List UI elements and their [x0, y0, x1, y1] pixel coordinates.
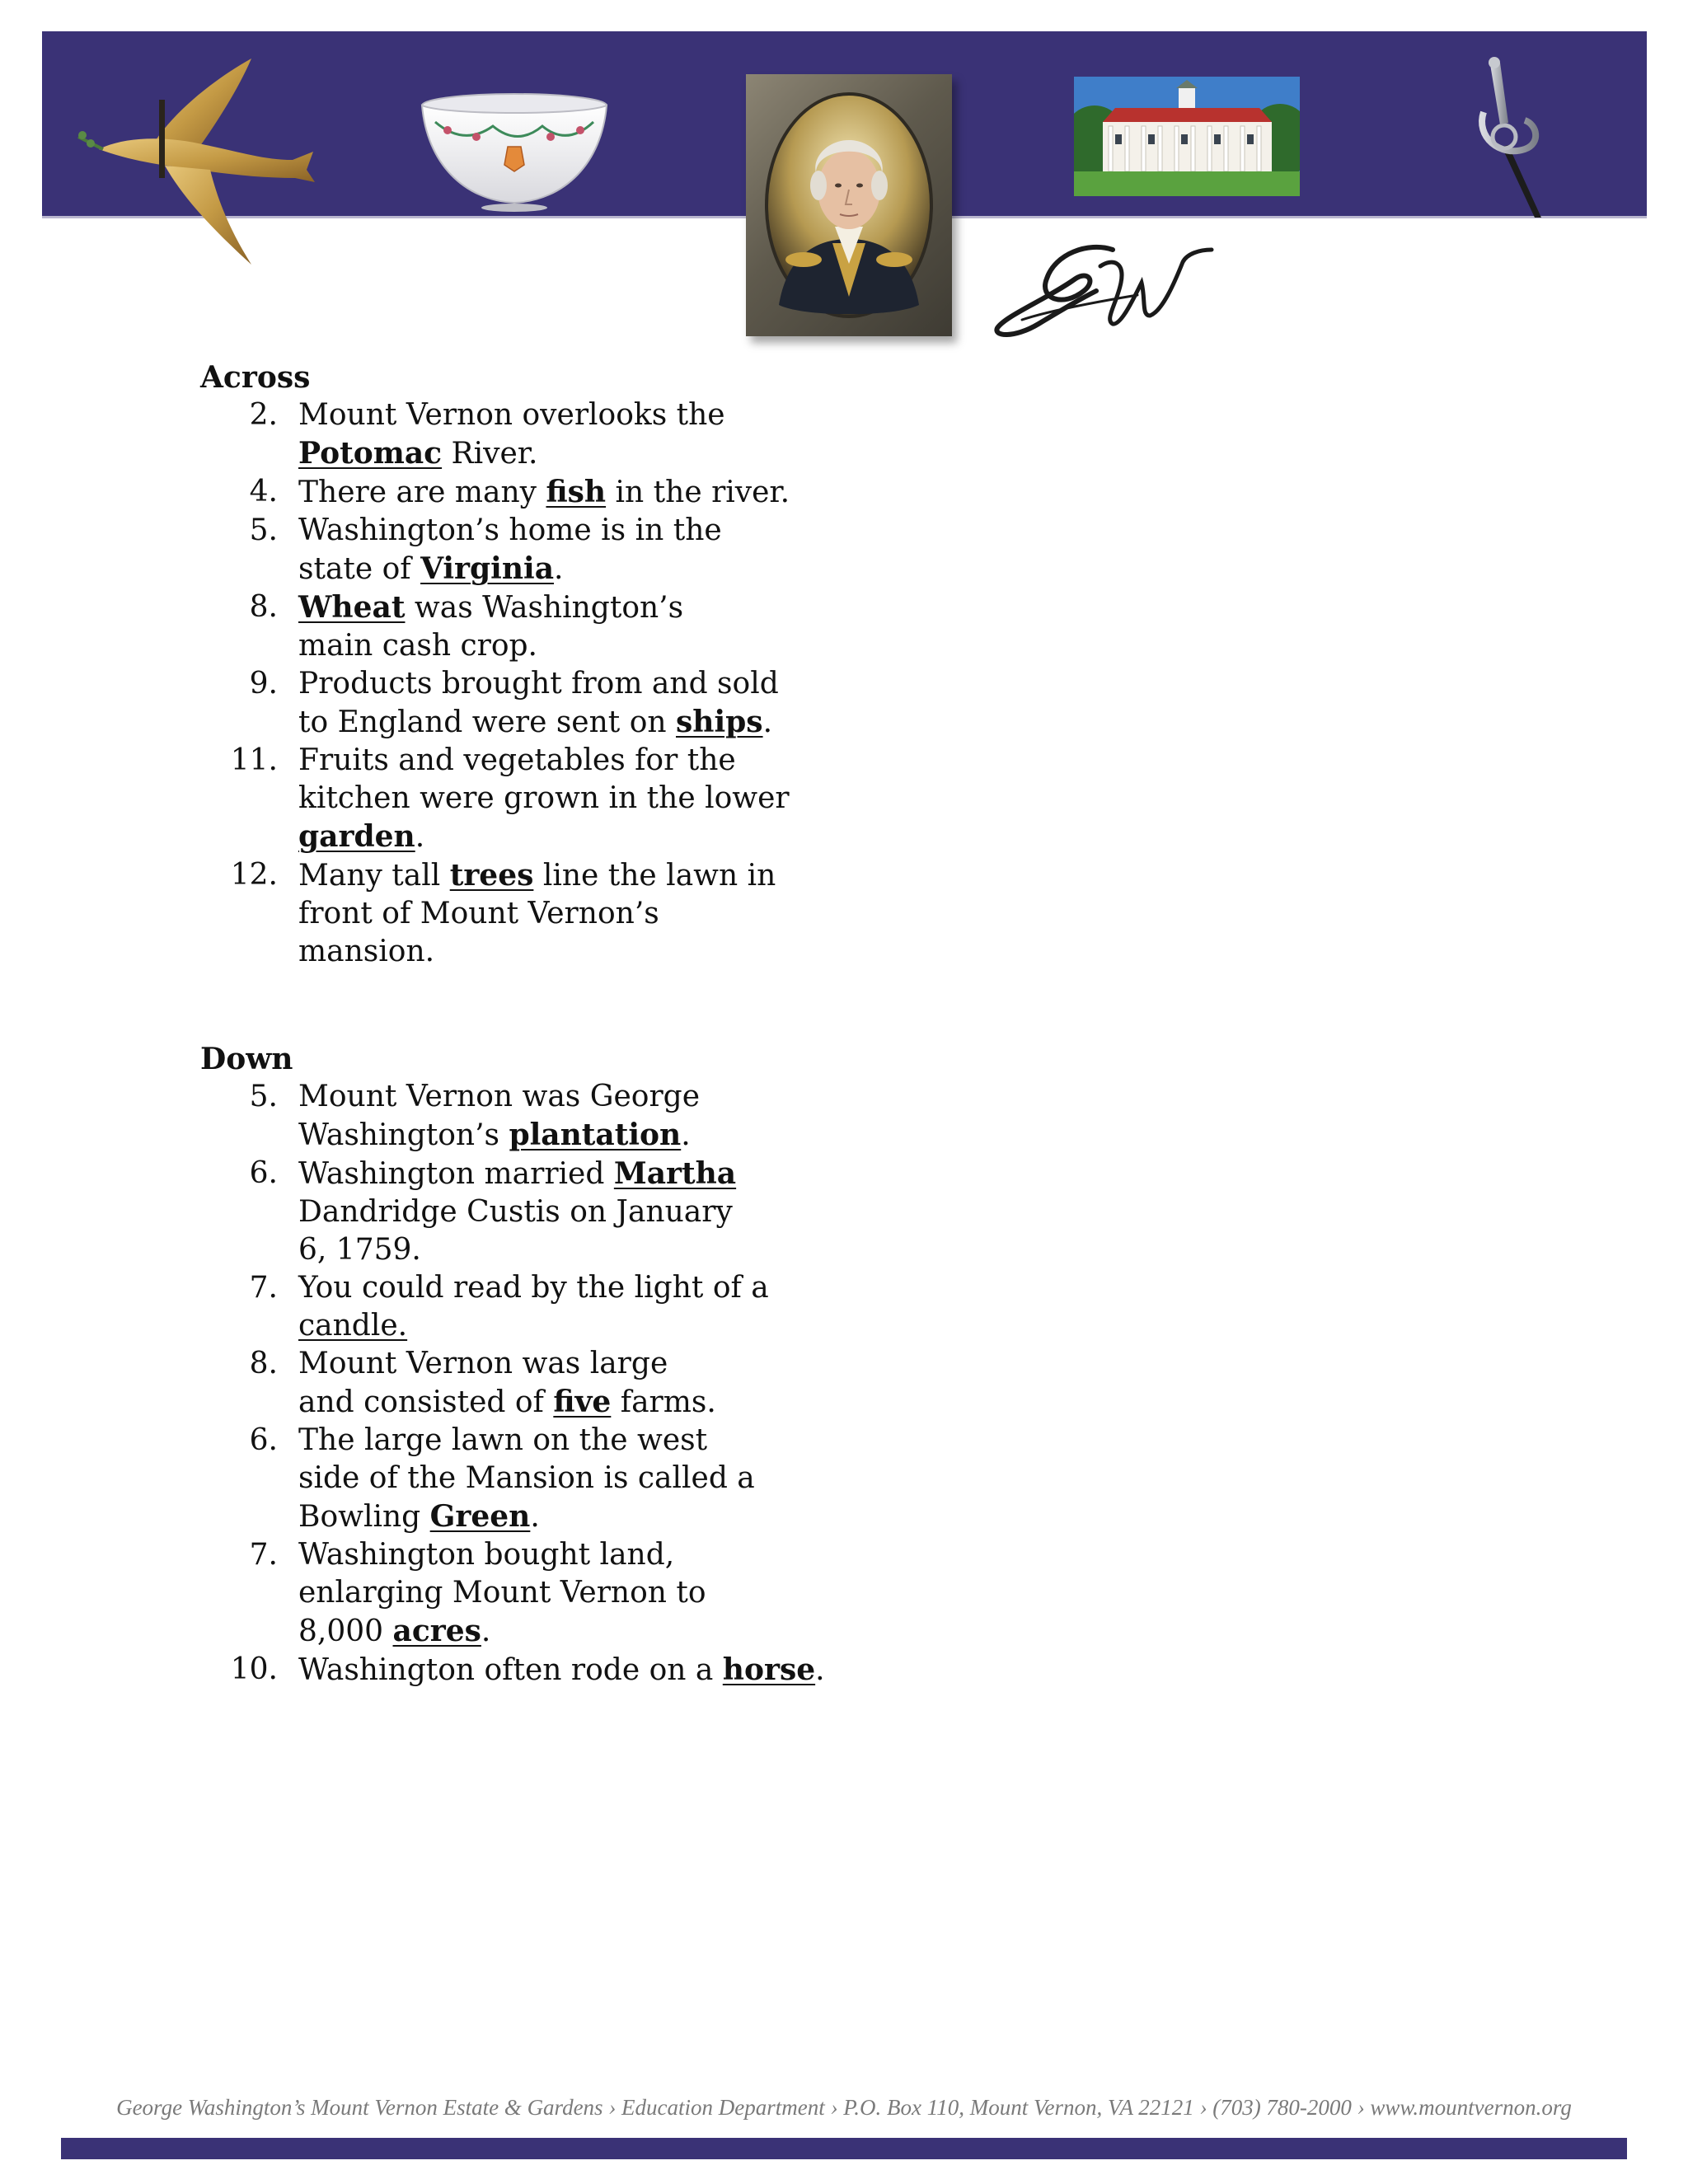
clue-number: 6. [249, 1156, 278, 1190]
clue-text-after: Dandridge Custis on January 6, 1759. [298, 1195, 733, 1267]
list-item [200, 473, 860, 512]
list-item [200, 1155, 860, 1269]
clue-number: 5. [249, 513, 278, 547]
clue-text-after: in the river. [606, 476, 790, 509]
clue-text-after: was Washington’s main cash crop. [298, 591, 684, 663]
clue-answer: plantation [509, 1118, 682, 1152]
clue-text-after: . [481, 1615, 491, 1648]
clue-number: 7. [249, 1271, 278, 1305]
clue-number: 11. [230, 743, 278, 777]
list-item [200, 1536, 860, 1651]
porcelain-bowl-icon [419, 89, 610, 213]
clue-text-before: Many tall [298, 859, 450, 893]
clue-text [298, 1536, 793, 1651]
clue-text-before: Washington often rode on a [298, 1653, 723, 1687]
clue-number: 6. [249, 1423, 278, 1457]
clue-answer: Wheat [298, 590, 406, 625]
down-clue-list [200, 1078, 860, 1690]
list-item [200, 1345, 860, 1422]
clue-text-before: You could read by the light of a [298, 1271, 769, 1305]
clue-answer: Green [429, 1499, 531, 1534]
clue-text-after: River. [442, 437, 538, 471]
clue-text-before: The large lawn on the west side of the Mansion is called a Bowling [298, 1423, 755, 1534]
across-clue-list [200, 396, 860, 971]
clue-text [298, 1078, 727, 1155]
clue-number: 9. [249, 667, 278, 701]
clue-text-before: There are many [298, 476, 546, 509]
clue-text-after: . [762, 705, 773, 739]
clue-answer: five [553, 1385, 612, 1419]
clue-number: 4. [249, 475, 278, 509]
clue-number: 8. [249, 1347, 278, 1380]
george-washington-portrait [746, 74, 952, 336]
clue-text-before: Washington’s home is in the state of [298, 513, 722, 586]
clue-text [298, 1651, 842, 1690]
clue-answer: candle. [298, 1309, 408, 1343]
clue-text [298, 512, 793, 588]
list-item [200, 588, 860, 665]
clue-answer: trees [449, 858, 534, 893]
clue-text [298, 588, 727, 665]
clue-text-before: Washington married [298, 1157, 614, 1191]
clue-answer: Virginia [420, 551, 555, 586]
list-item [200, 1651, 860, 1690]
clue-text-before: Fruits and vegetables for the kitchen were grown in the lower [298, 743, 790, 815]
clue-text-after: . [415, 820, 425, 854]
down-heading: Down [200, 1042, 293, 1076]
clue-text-after: . [681, 1118, 691, 1152]
list-item [200, 856, 860, 971]
clue-answer: garden [298, 819, 415, 854]
clue-number: 2. [249, 398, 278, 432]
list-item [200, 665, 860, 742]
list-item [200, 512, 860, 588]
clue-answer: fish [546, 475, 607, 509]
footer-bar [61, 2138, 1627, 2159]
clue-number: 10. [230, 1652, 278, 1686]
list-item [200, 1422, 860, 1536]
clue-answer: horse [722, 1652, 816, 1687]
clue-text-after: . [530, 1500, 540, 1534]
clue-number: 8. [249, 590, 278, 624]
clue-text [298, 665, 785, 742]
weathervane-dove-icon [74, 54, 321, 269]
clue-text-after: line the lawn in front of Mount Vernon’s mansion. [298, 859, 776, 968]
list-item [200, 396, 860, 473]
clue-text-before: Washington bought land, enlarging Mount Vernon to 8,000 [298, 1538, 706, 1648]
clue-answer: acres [392, 1614, 481, 1648]
clue-number: 5. [249, 1080, 278, 1113]
list-item [200, 742, 860, 856]
clue-text [298, 1345, 727, 1422]
mansion-icon [1074, 77, 1300, 196]
clue-text-after: . [554, 552, 564, 586]
clue-text [298, 396, 727, 473]
clue-number: 7. [249, 1538, 278, 1572]
list-item [200, 1078, 860, 1155]
clue-answer: Martha [613, 1156, 737, 1191]
clue-answer: Potomac [298, 436, 443, 471]
clue-text [298, 1422, 776, 1536]
sword-icon [1451, 54, 1574, 219]
portrait-icon [746, 74, 952, 336]
clue-text-after: farms. [611, 1385, 716, 1419]
clue-text-after: . [815, 1653, 825, 1687]
clue-text [298, 1155, 760, 1269]
clue-text-before: Products brought from and sold to England were sent on [298, 667, 779, 739]
clue-text [298, 1269, 776, 1345]
clue-text-before: Mount Vernon was George Washington’s [298, 1080, 701, 1152]
clue-text [298, 856, 776, 971]
clue-answer: ships [676, 705, 763, 739]
gw-signature-icon [989, 233, 1220, 340]
list-item [200, 1269, 860, 1345]
across-heading: Across [200, 360, 311, 395]
footer-address: George Washington’s Mount Vernon Estate & Gardens › Education Department › P.O. Box 110, Mount Vernon, VA 22121 › (703) 780-2000 › www.mountvernon.org [116, 2095, 1572, 2120]
clue-number: 12. [230, 858, 278, 892]
clue-text-before: Mount Vernon was large and consisted of [298, 1347, 668, 1419]
clue-text [298, 473, 809, 512]
clue-text-before: Mount Vernon overlooks the [298, 398, 725, 432]
mount-vernon-mansion-photo [1074, 77, 1300, 196]
clue-text [298, 742, 826, 856]
